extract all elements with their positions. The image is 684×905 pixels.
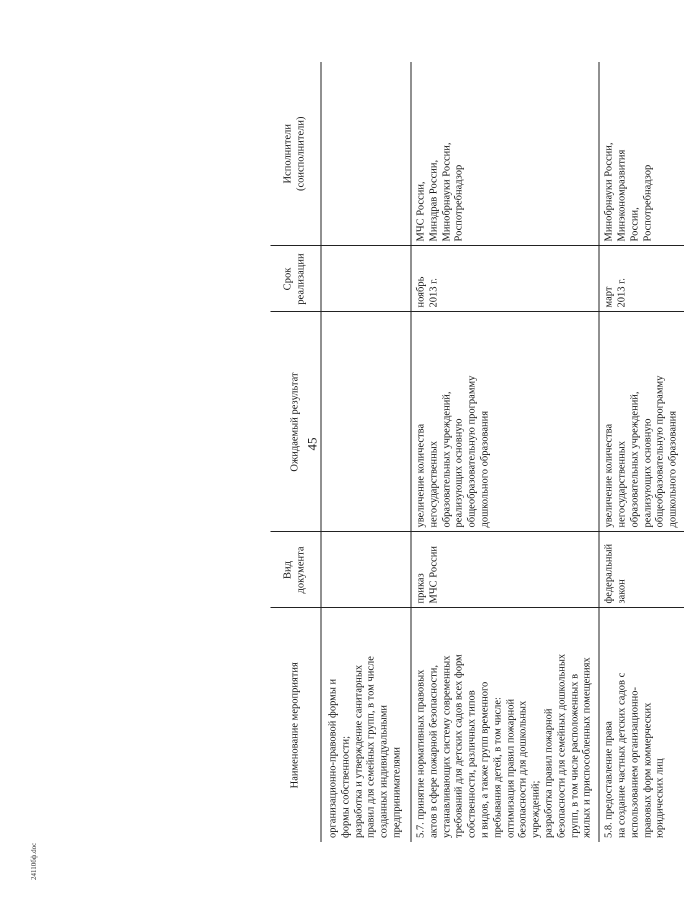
header-result: Ожидаемый результат bbox=[271, 312, 322, 532]
row-name-cell: организационно-правовой формы и формы собственности; разработка и утверждение санитарных правил для семейных групп, в том числе созданных индивидуальными предпринимателями bbox=[327, 656, 403, 838]
row-doc-type-cell bbox=[321, 532, 411, 608]
row-executors-cell: МЧС России, Минздрав России, Минобрнауки России, Роспотребнадзор bbox=[411, 62, 599, 246]
measures-table bbox=[271, 62, 684, 842]
row-deadline-cell: ноябрь 2013 г. bbox=[411, 246, 599, 312]
row-name-cell: 5.7. принятие нормативных правовых актов в сфере пожарной безопасности, устанавливающих систему современных требований для детских садов всех форм собственности, различных типов и видов, а также групп временного пребывания детей, в том числе: оптимизация правил пожарной безопасности для дошкольных учреждений; разработка правил пожарной безопасности для семейных дошкольных групп, в том числе расположенных в жилых и приспособленных помещениях bbox=[411, 608, 599, 842]
document-footer-code: 24110бф.doc bbox=[30, 842, 38, 880]
row-deadline-cell bbox=[321, 246, 411, 312]
table-row bbox=[411, 62, 599, 842]
header-name: Наименование мероприятия bbox=[271, 608, 322, 842]
row-doc-type-cell: федеральный закон bbox=[599, 532, 684, 608]
table-header-row bbox=[271, 62, 322, 842]
table-row bbox=[599, 62, 684, 842]
page-number: 45 bbox=[304, 437, 320, 451]
rotated-table-container bbox=[271, 62, 679, 842]
row-result-cell: увеличение количества негосударственных образовательных учреждений, реализующих основную общеобразовательную программу дошкольного образования bbox=[411, 312, 599, 532]
header-deadline: Срок реализации bbox=[271, 246, 322, 312]
table-row bbox=[321, 62, 411, 842]
row-result-cell bbox=[321, 312, 411, 532]
header-executors: Исполнители (соисполнители) bbox=[271, 62, 322, 246]
header-doc-type: Вид документа bbox=[271, 532, 322, 608]
row-result-cell: увеличение количества негосударственных образовательных учреждений, реализующих основную общеобразовательную программу дошкольного образования bbox=[599, 312, 684, 532]
row-doc-type-cell: приказ МЧС России bbox=[411, 532, 599, 608]
row-deadline-cell: март 2013 г. bbox=[599, 246, 684, 312]
row-name-cell: 5.8. предоставление права на создание частных детских садов с использованием организационно- правовых форм коммерческих юридических лиц bbox=[599, 608, 684, 842]
row-executors-cell bbox=[321, 62, 411, 246]
row-executors-cell: Минобрнауки России, Минэкономразвития России, Роспотребнадзор bbox=[599, 62, 684, 246]
